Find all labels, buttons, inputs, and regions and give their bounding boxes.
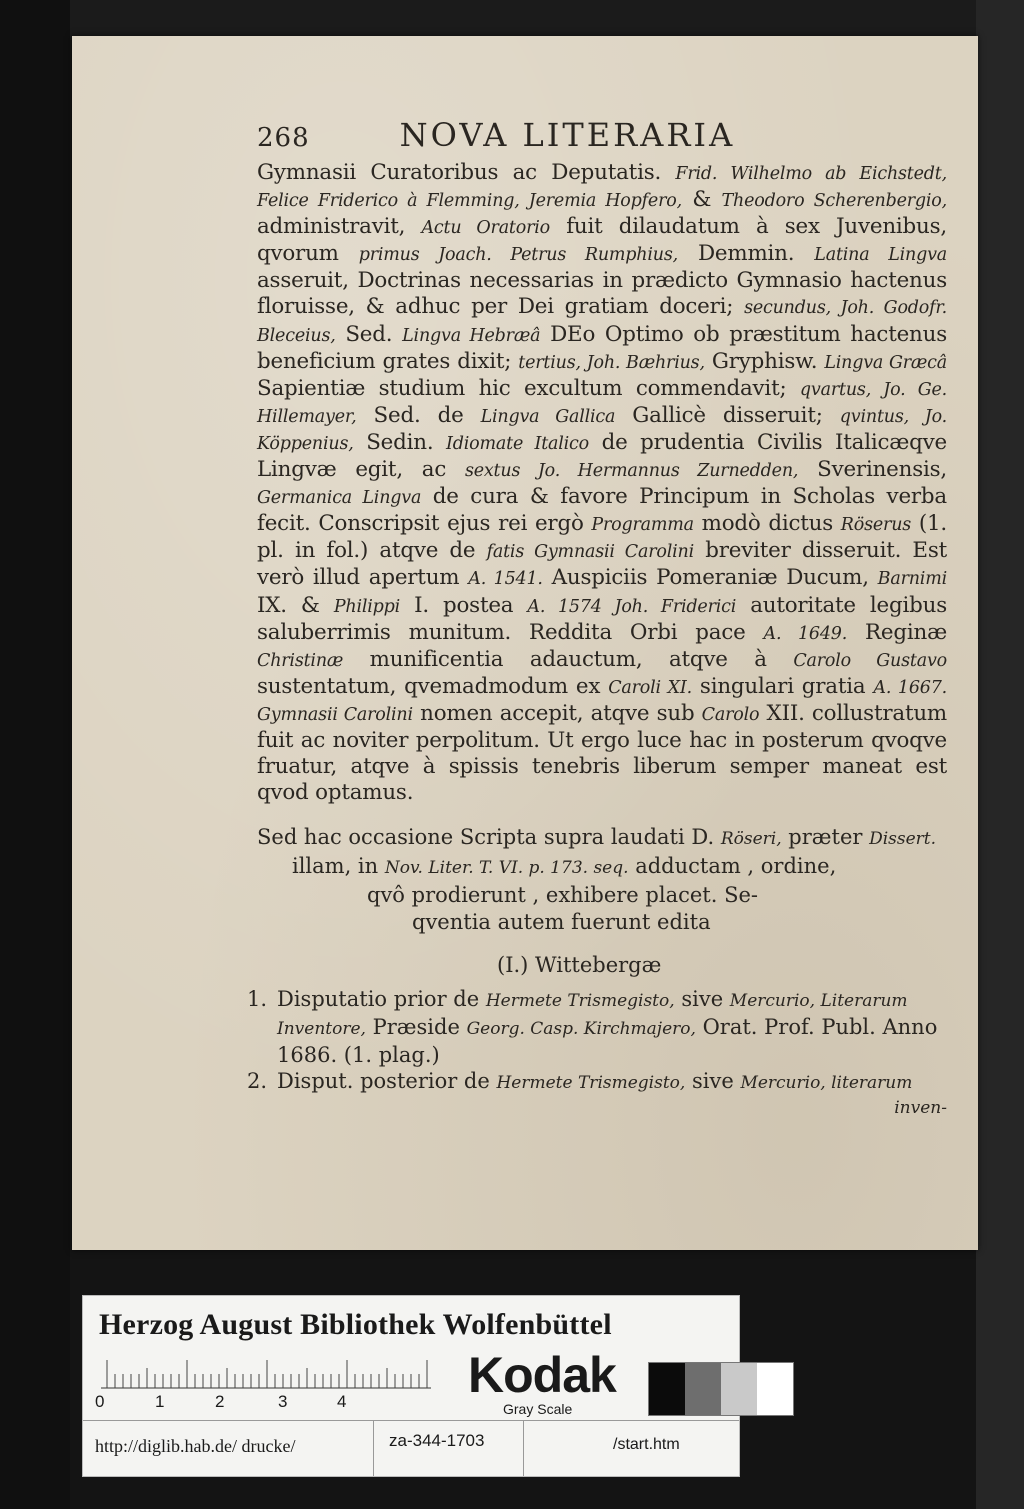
library-name: Herzog August Bibliothek Wolfenbüttel	[99, 1308, 612, 1341]
divider	[373, 1420, 374, 1476]
italic-phrase: tertius, Joh. Bæhrius,	[518, 352, 705, 373]
text-line: illam, in Nov. Liter. T. VI. p. 173. seq. adductam , ordine,	[292, 854, 837, 879]
italic-phrase: A. 1574 Joh. Friderici	[527, 596, 737, 617]
page-number: 268	[257, 123, 310, 153]
scanner-backdrop-left	[0, 0, 70, 1509]
italic-phrase: sextus Jo. Hermannus Zurnedden,	[464, 461, 799, 482]
italic-phrase: Latina Lingva	[814, 245, 948, 266]
italic-phrase: A. 1667. Gymnasii Carolini	[257, 677, 947, 725]
source-url: http://diglib.hab.de/ drucke/	[95, 1436, 296, 1456]
divider	[523, 1420, 524, 1476]
body-paragraph: Gymnasii Curatoribus ac Deputatis. Frid. Wilhelmo ab Eichstedt, Felice Friderico à Flemming, Jeremia Hopfero, & Theodoro Scherenbergio, administravit, Actu Oratorio fuit dilaudatum à sex Juvenibus, qvorum primus Joach. Petrus Rumphius, Demmin. Latina Lingva asseruit, Doctrinas necessarias in prædicto Gymnasio hactenus floruisse, & adhuc per Dei gratiam doceri; secundus, Joh. Godofr. Bleceius, Sed. Lingva Hebræâ DEo Optimo ob præstitum hactenus beneficium grates dixit; tertius, Joh. Bæhrius, Gryphisw. Lingva Græcâ Sapientiæ studium hic excultum commendavit; qvartus, Jo. Ge. Hillemayer, Sed. de Lingva Gallica Gallicè disseruit; qvintus, Jo. Köppenius, Sedin. Idiomate Italico de prudentia Civilis Italicæqve Lingvæ egit, ac sextus Jo. Hermannus Zurnedden, Sverinensis, Germanica Lingva de cura & favore Principum in Scholas verba fecit. Conscripsit ejus rei ergò Programma modò dictus Röserus (1. pl. in fol.) atqve de fatis Gymnasii Carolini breviter disseruit. Est verò illud apertum A. 1541. Auspiciis Pomeraniæ Ducum, Barnimi IX. & Philippi I. postea A. 1574 Joh. Friderici autoritate legibus saluberrimis munitum. Reddita Orbi pace A. 1649. Reginæ Christinæ munificentia adauctum, atqve à Carolo Gustavo sustentatum, qvemadmodum ex Caroli XI. singulari gratia A. 1667. Gymnasii Carolini nomen accepit, atqve sub Carolo XII. collustratum fuit ac noviter perpolitum. Ut ergo luce hac in posterum qvoqve fruatur, atqve à spissis tenebris liberum semper maneat est qvod optamus.	[257, 160, 948, 806]
italic-phrase: Theodoro Scherenbergio,	[721, 191, 947, 212]
swatch	[721, 1363, 757, 1415]
list-item: 1. Disputatio prior de Hermete Trismegisto, sive Mercurio, Literarum Inventore, Præside Georg. Casp. Kirchmajero, Orat. Prof. Publ. Anno 1686. (1. plag.)	[247, 987, 938, 1068]
gray-swatches	[648, 1362, 794, 1416]
divider	[83, 1420, 739, 1421]
ruler-label: 1	[155, 1392, 165, 1411]
kodak-logo: Kodak	[468, 1347, 616, 1403]
italic-phrase: Carolo Gustavo	[793, 650, 947, 671]
italic-phrase: qvintus, Jo. Köppenius,	[257, 406, 947, 454]
italic-phrase: Lingva Hebræâ	[402, 325, 541, 346]
italic-phrase: Röserus	[840, 515, 912, 536]
ruler-label: 4	[337, 1392, 347, 1411]
italic-phrase: Nov. Liter. T. VI. p. 173. seq.	[384, 858, 629, 879]
scanned-page	[72, 36, 978, 1250]
italic-phrase: Lingva Gallica	[480, 406, 616, 427]
gray-scale-label: Gray Scale	[503, 1401, 573, 1417]
intro-paragraph	[257, 824, 947, 936]
italic-phrase: Carolo	[701, 704, 760, 725]
italic-phrase: A. 1649.	[763, 623, 848, 644]
italic-phrase: Hermete Trismegisto,	[496, 1073, 686, 1094]
italic-phrase: Philippi	[333, 596, 401, 617]
italic-phrase: Programma	[591, 515, 694, 536]
italic-phrase: Barnimi	[877, 569, 947, 590]
section-heading: (I.) Wittebergæ	[497, 953, 662, 978]
ruler-label: 0	[95, 1392, 105, 1411]
italic-phrase: Actu Oratorio	[421, 218, 550, 239]
page-text-block	[247, 116, 948, 1119]
italic-phrase: A. 1541.	[468, 569, 543, 590]
ruler-scale	[101, 1358, 431, 1390]
scanner-backdrop-right	[976, 0, 1024, 1509]
swatch	[649, 1363, 685, 1415]
shelfmark-id: za-344-1703	[389, 1431, 485, 1450]
start-page: /start.htm	[613, 1436, 680, 1453]
catchword: inven-	[894, 1098, 947, 1119]
italic-phrase: Röseri,	[720, 829, 782, 850]
ruler-label: 2	[215, 1392, 225, 1411]
italic-phrase: Mercurio, Literarum Inventore,	[277, 991, 908, 1040]
kodak-gray-scale-target	[82, 1295, 740, 1477]
italic-phrase: Hermete Trismegisto,	[485, 991, 675, 1012]
italic-phrase: Georg. Casp. Kirchmajero,	[466, 1019, 696, 1040]
swatch	[685, 1363, 721, 1415]
italic-phrase: Lingva Græcâ	[824, 352, 947, 373]
list-item: 2. Disput. posterior de Hermete Trismegisto, sive Mercurio, literarum	[247, 1069, 913, 1094]
italic-phrase: Dissert.	[869, 829, 937, 850]
swatch	[757, 1363, 793, 1415]
scanner-backdrop-top	[0, 0, 1024, 40]
running-head	[257, 116, 947, 160]
italic-phrase: Germanica Lingva	[257, 488, 422, 509]
text-line: qvô prodierunt , exhibere placet. Se-	[367, 883, 758, 908]
italic-phrase: Frid. Wilhelmo ab Eichstedt, Felice Friderico à Flemming, Jeremia Hopfero,	[257, 164, 947, 212]
italic-phrase: Idiomate Italico	[446, 433, 589, 454]
ruler-labels	[95, 1392, 415, 1416]
publication-list	[247, 986, 947, 1096]
ruler-label: 3	[278, 1392, 288, 1411]
italic-phrase: Caroli XI.	[608, 677, 692, 698]
text-line: Sed hac occasione Scripta supra laudati D. Röseri, præter Dissert.	[257, 825, 937, 850]
page-title: NOVA LITERARIA	[399, 116, 736, 154]
list-item-number: 2.	[247, 1069, 268, 1094]
italic-phrase: Christinæ	[257, 650, 344, 671]
italic-phrase: secundus, Joh. Godofr. Bleceius,	[257, 298, 947, 346]
text-line: qventia autem fuerunt edita	[412, 910, 711, 935]
list-item-number: 1.	[247, 987, 268, 1012]
italic-phrase: fatis Gymnasii Carolini	[486, 542, 694, 563]
italic-phrase: primus Joach. Petrus Rumphius,	[358, 245, 678, 266]
italic-phrase: qvartus, Jo. Ge. Hillemayer,	[257, 379, 947, 427]
italic-phrase: Mercurio, literarum	[740, 1073, 913, 1094]
